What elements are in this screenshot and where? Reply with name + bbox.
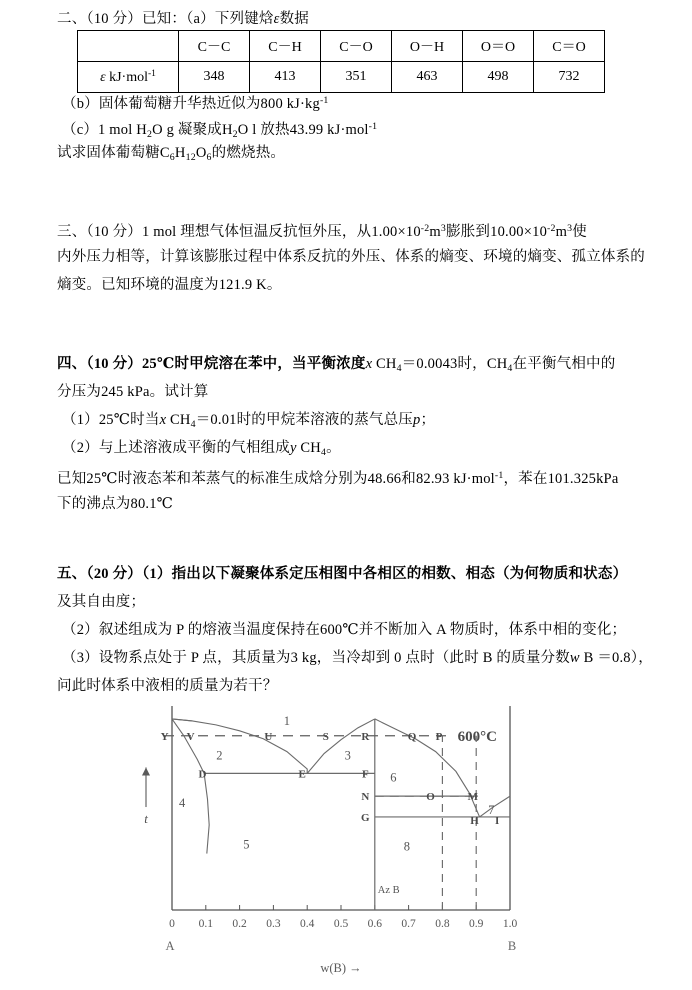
x-tick-label: 0.4: [300, 918, 315, 930]
q4-line-6: 下的沸点为80.1℃: [57, 496, 174, 512]
point-label-N: N: [361, 791, 370, 804]
solvus-lower-curve: [204, 773, 209, 853]
point-label-F: F: [361, 768, 369, 781]
y-axis-arrow-head: [142, 767, 150, 775]
x-tick-label: 0.1: [198, 918, 213, 930]
region-label-1: 1: [283, 713, 291, 728]
table-cell: 732: [534, 62, 605, 93]
q2-heading: [57, 6, 309, 32]
q5-line-4: （3）设物系点处于 P 点，其质量为3 kg，当冷却到 0 点时（此时 B 的质量分数w B ＝0.8），: [62, 650, 653, 666]
x-tick-label: 0.9: [469, 918, 484, 930]
table-header-corner: [78, 31, 179, 62]
point-label-Y: Y: [160, 730, 169, 743]
phase-diagram-svg: [130, 680, 560, 980]
q4-line-2: 分压为245 kPa。试计算: [57, 384, 209, 400]
q4-line-3: （1）25℃时当x $CH_4=0.01$时的甲烷苯溶液的蒸气总压p；: [62, 412, 436, 430]
q5-line-3: （2）叙述组成为 P 的熔液当温度保持在600℃并不断加入 A 物质时，体系中相的变化；: [62, 622, 627, 638]
compound-label: Az B: [377, 885, 400, 897]
q3-line-1: 三、（10 分）1 mol 理想气体恒温反抗恒外压，从$1.00\times 10^{-2}m^3$膨胀到$10.00\times 10^{-2}m^3$使: [57, 223, 587, 241]
x-tick-label: 0.6: [367, 918, 382, 930]
table-cell: 498: [463, 62, 534, 93]
liquidus-top-start: [172, 719, 192, 721]
table-header-cell: C＝O: [534, 31, 605, 62]
point-label-G: G: [361, 811, 370, 824]
liquidus-mid-curve: [307, 719, 375, 773]
x-tick-label: 0.2: [232, 918, 247, 930]
table-header-cell: C－H: [250, 31, 321, 62]
liquidus-far-right-curve: [480, 796, 510, 817]
table-cell: 413: [250, 62, 321, 93]
table-header-cell: C－O: [321, 31, 392, 62]
point-label-U: U: [264, 730, 273, 743]
phase-diagram: [130, 680, 560, 980]
point-label-P: P: [435, 730, 443, 743]
x-tick-label: 1.0: [502, 918, 518, 930]
q4-line-5: 已知25℃时液态苯和苯蒸气的标准生成焓分别为48.66和82.93 kJ·mol$^{-1}$，苯在101.325kPa: [57, 470, 619, 488]
region-label-5: 5: [243, 837, 250, 852]
q5-line-2: 及其自由度；: [57, 594, 146, 610]
q3-line-2: 内外压力相等，计算该膨胀过程中体系反抗的外压、体系的熵变、环境的熵变、孤立体系的: [57, 249, 645, 265]
region-label-3: 3: [344, 748, 351, 763]
x-tick-label: 0.7: [401, 918, 416, 930]
point-label-R: R: [361, 730, 370, 743]
table-cell: 351: [321, 62, 392, 93]
q5-line-1: 五、（20 分）（1）指出以下凝聚体系定压相图中各相区的相数、相态（为何物质和状态）: [57, 566, 628, 582]
q3-line-3: 熵变。已知环境的温度为121.9 K。: [57, 277, 282, 293]
point-label-V: V: [186, 730, 195, 743]
corner-label-A: A: [165, 939, 175, 953]
q2-line-b: （b）固体葡萄糖升华热近似为800 $kJ\cdot kg^{-1}$: [62, 95, 329, 113]
q4-line-1: 四、（10 分）25℃时甲烷溶在苯中，当平衡浓度x $CH_4=0.0043$时，$CH_4$在平衡气相中的: [57, 356, 616, 374]
q2-heading-symbol: ε: [273, 11, 280, 27]
point-label-M: M: [467, 791, 479, 804]
x-axis-title: w(B) →: [320, 961, 362, 975]
table-cell: 348: [179, 62, 250, 93]
region-label-6: 6: [390, 770, 397, 785]
table-row-label: ε kJ·mol$^{-1}$: [78, 62, 179, 93]
q2-heading-text: 二、（10 分）已知：（a）下列键焓: [57, 11, 274, 27]
table-header-cell: O＝O: [463, 31, 534, 62]
x-tick-label: 0.5: [333, 918, 349, 930]
x-tick-label: 0.3: [266, 918, 281, 930]
region-label-7: 7: [488, 802, 495, 817]
region-label-2: 2: [216, 748, 223, 763]
q2-line-d: 试求固体葡萄糖$C_6H_{12}O_6$的燃烧热。: [57, 145, 286, 163]
point-label-S: S: [322, 730, 329, 743]
point-label-E: E: [298, 768, 306, 781]
solvus-left-curve: [172, 719, 204, 773]
table-cell: 463: [392, 62, 463, 93]
x-tick-label: 0.8: [435, 918, 450, 930]
region-label-8: 8: [403, 839, 411, 854]
corner-label-B: B: [507, 939, 517, 953]
table-header-cell: O－H: [392, 31, 463, 62]
q5-line-5: 问此时体系中液相的质量为若干？: [57, 678, 278, 694]
point-label-O: O: [426, 791, 435, 804]
point-label-Q: Q: [407, 730, 417, 743]
q2-line-c: （c）1 mol $H_2O$ g 凝聚成$H_2O$ l 放热43.99 kJ·mol$^{-1}$: [62, 121, 378, 140]
q2-heading-tail: 数据: [279, 11, 309, 27]
point-label-H: H: [470, 814, 479, 827]
q4-line-4: （2）与上述溶液成平衡的气相组成y $CH_4$。: [62, 440, 341, 458]
point-label-I: I: [495, 814, 500, 827]
x-tick-label: 0: [169, 918, 175, 930]
table-header-cell: C－C: [179, 31, 250, 62]
region-label-4: 4: [179, 796, 186, 811]
isotherm-label: 600°C: [457, 728, 497, 745]
table-row: [78, 31, 605, 62]
point-label-D: D: [198, 768, 207, 781]
y-axis-label: t: [144, 810, 148, 826]
bond-enthalpy-table: [77, 30, 605, 93]
